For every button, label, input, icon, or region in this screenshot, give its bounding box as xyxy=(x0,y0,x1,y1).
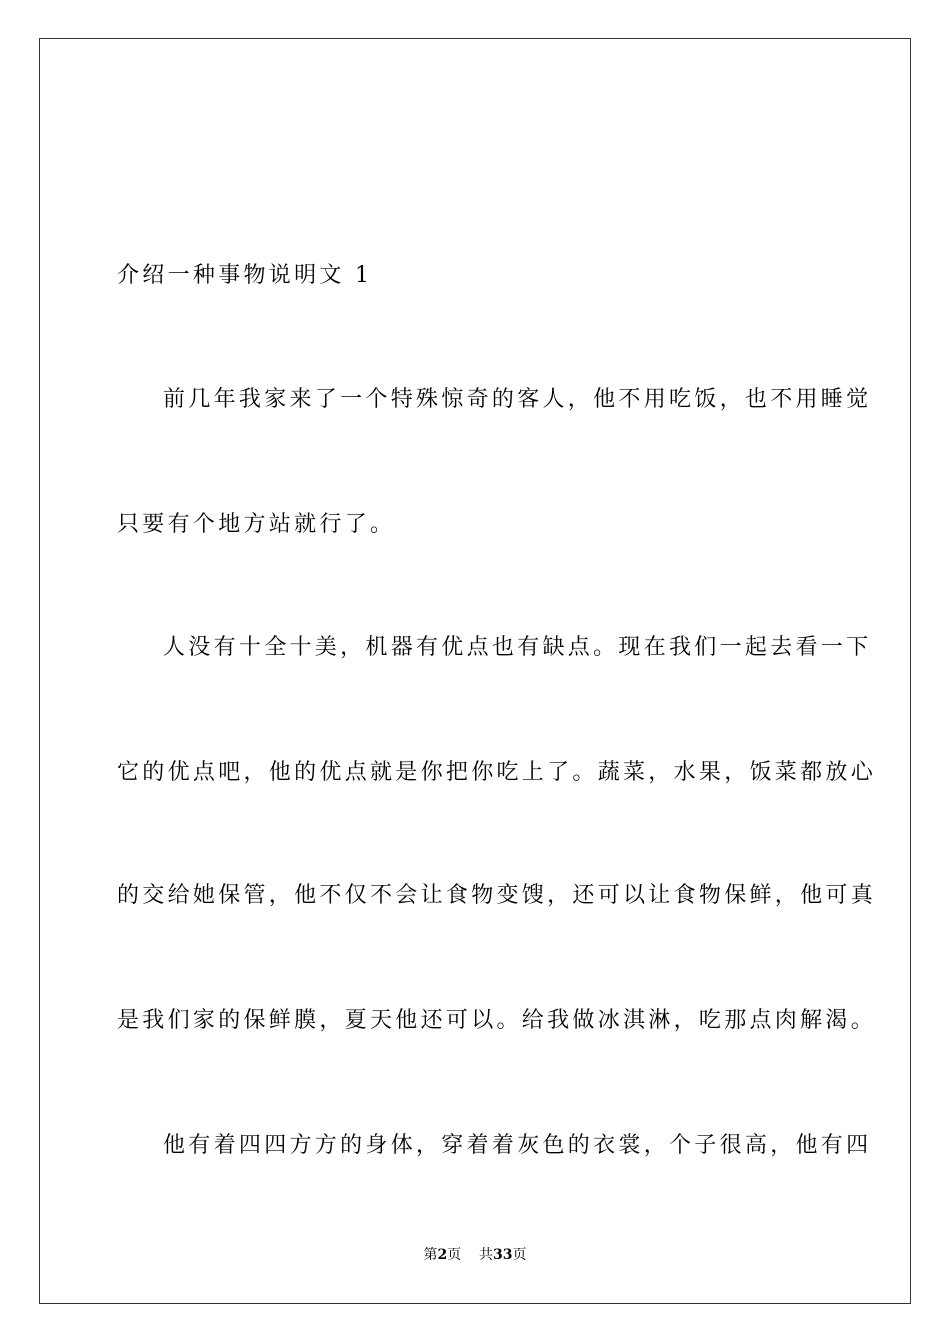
paragraph-line-5: 的交给她保管，他不仅不会让食物变馊，还可以让食物保鲜，他可真 xyxy=(117,883,877,908)
paragraph-line-6: 是我们家的保鲜膜，夏天他还可以。给我做冰淇淋，吃那点肉解渴。 xyxy=(117,1008,877,1033)
paragraph-line-3: 人没有十全十美，机器有优点也有缺点。现在我们一起去看一下 xyxy=(163,635,872,660)
page-frame xyxy=(39,38,911,1304)
paragraph-line-1: 前几年我家来了一个特殊惊奇的客人，他不用吃饭，也不用睡觉 xyxy=(163,387,872,412)
paragraph-line-4: 它的优点吧，他的优点就是你把你吃上了。蔬菜，水果，饭菜都放心 xyxy=(117,760,877,785)
paragraph-line-2: 只要有个地方站就行了。 xyxy=(117,512,396,537)
total-pages: 33 xyxy=(493,1247,513,1263)
total-suffix: 页 xyxy=(512,1247,527,1263)
page-footer xyxy=(0,1245,950,1265)
page-suffix: 页 xyxy=(447,1247,462,1263)
page-number: 2 xyxy=(437,1247,448,1263)
paragraph-line-7: 他有着四四方方的身体，穿着着灰色的衣裳，个子很高，他有四 xyxy=(163,1133,872,1158)
total-prefix: 共 xyxy=(479,1247,494,1263)
document-title: 介绍一种事物说明文 1 xyxy=(117,263,373,288)
page-prefix: 第 xyxy=(423,1247,438,1263)
